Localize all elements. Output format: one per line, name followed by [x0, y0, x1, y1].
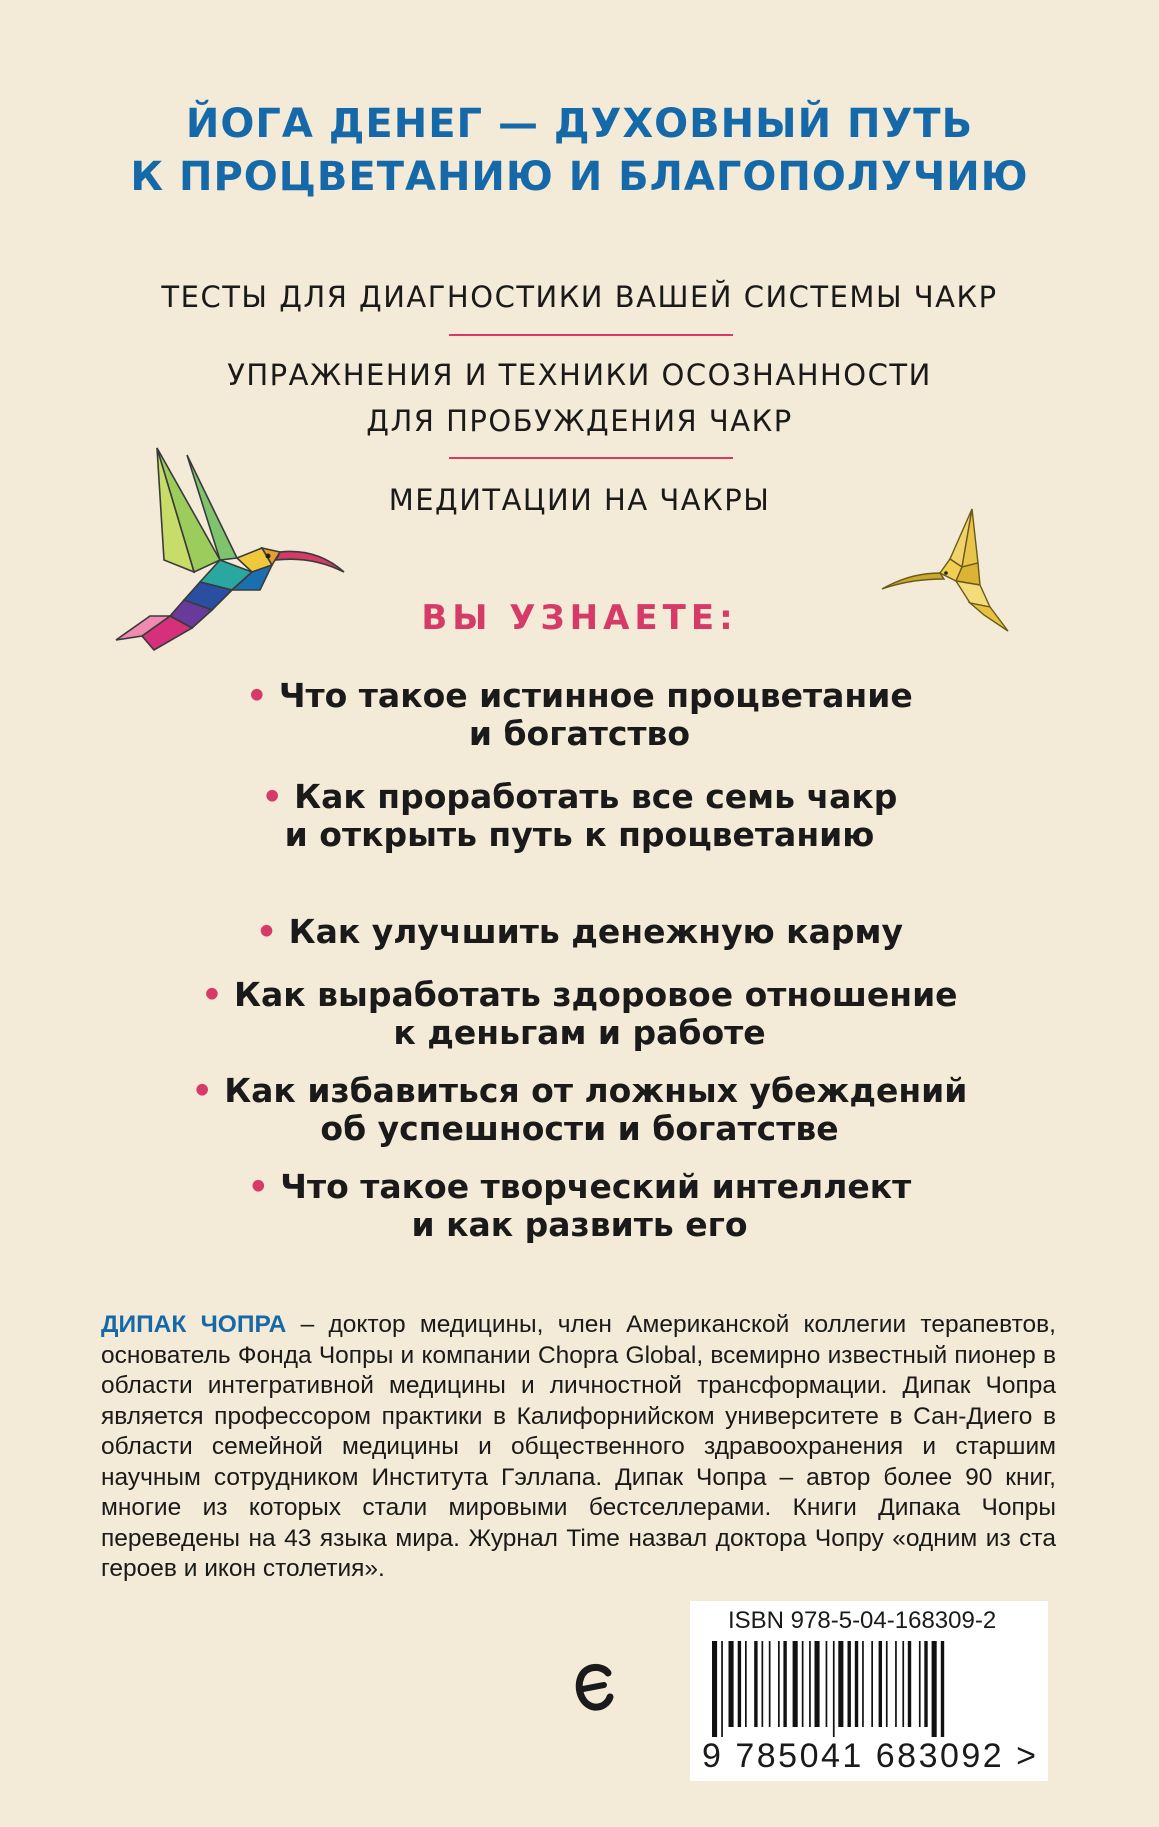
author-bio-text: – доктор медицины, член Американской коллегии терапевтов, основатель Фонда Чопры и компании Chopra Global, всемирно известный пионер в области интегративной медицины и личностной трансформации. Дипак Чопра является профессором практики в Калифорнийском университете в Сан-Диего в области семейной медицины и общественного здравоохранения и старшим научным сотрудником Института Гэллапа. Дипак Чопра – автор более 90 книг, многие из которых стали мировыми бестселлерами. Книги Дипака Чопры переведены на 43 языка мира. Журнал Time назвал доктора Чопру «одним из ста героев и икон столетия».	[101, 1311, 1056, 1582]
bullet-icon: •	[256, 912, 278, 951]
feature-exercises-line-1: УПРАЖНЕНИЯ И ТЕХНИКИ ОСОЗНАННОСТИ	[227, 358, 932, 392]
learn-item	[0, 1168, 1159, 1206]
publisher-logo-icon	[574, 1661, 616, 1717]
learn-item	[0, 1072, 1159, 1110]
book-title	[0, 98, 1159, 204]
learn-item	[0, 913, 1159, 951]
feature-tests: ТЕСТЫ ДЛЯ ДИАГНОСТИКИ ВАШЕЙ СИСТЕМЫ ЧАКР	[161, 280, 998, 314]
learn-item-line-1: Что такое истинное процветание	[278, 676, 913, 715]
bullet-icon: •	[261, 777, 283, 816]
learn-item-line-1: Как избавиться от ложных убеждений	[224, 1071, 968, 1110]
bullet-icon: •	[247, 1167, 269, 1206]
learn-item-line-2: к деньгам и работе	[393, 1013, 766, 1052]
learn-item	[0, 778, 1159, 816]
learn-item-line-1: Как выработать здоровое отношение	[234, 975, 958, 1014]
learn-item-line-1: Как улучшить денежную карму	[288, 912, 903, 951]
learn-item-line-2: и как развить его	[411, 1205, 748, 1244]
bullet-icon: •	[246, 676, 268, 715]
title-line-1: ЙОГА ДЕНЕГ — ДУХОВНЫЙ ПУТЬ	[185, 101, 974, 147]
learn-item-line-1: Что такое творческий интеллект	[280, 1167, 912, 1206]
learn-item	[0, 976, 1159, 1014]
learn-item-line-2: об успешности и богатстве	[320, 1109, 839, 1148]
barcode-icon	[690, 1641, 1048, 1737]
title-line-2: К ПРОЦВЕТАНИЮ И БЛАГОПОЛУЧИЮ	[130, 154, 1029, 200]
separator-line	[449, 334, 733, 336]
learn-heading: ВЫ УЗНАЕТЕ:	[421, 598, 738, 638]
bullet-icon: •	[191, 1071, 213, 1110]
learn-item-line-2: и открыть путь к процветанию	[284, 815, 875, 854]
author-bio	[101, 1310, 1056, 1585]
author-name: ДИПАК ЧОПРА	[101, 1311, 287, 1338]
learn-item-line-2: и богатство	[468, 714, 691, 753]
separator-line	[449, 457, 733, 459]
learn-item	[0, 677, 1159, 715]
barcode-digits: 9 785041 683092 >	[702, 1737, 1039, 1775]
isbn-label: ISBN 978-5-04-168309-2	[728, 1607, 997, 1634]
learn-item-line-1: Как проработать все семь чакр	[294, 777, 898, 816]
feature-exercises-line-2: ДЛЯ ПРОБУЖДЕНИЯ ЧАКР	[366, 404, 793, 438]
bullet-icon: •	[201, 975, 223, 1014]
isbn-barcode-box	[690, 1601, 1048, 1781]
feature-meditations: МЕДИТАЦИИ НА ЧАКРЫ	[388, 483, 771, 517]
